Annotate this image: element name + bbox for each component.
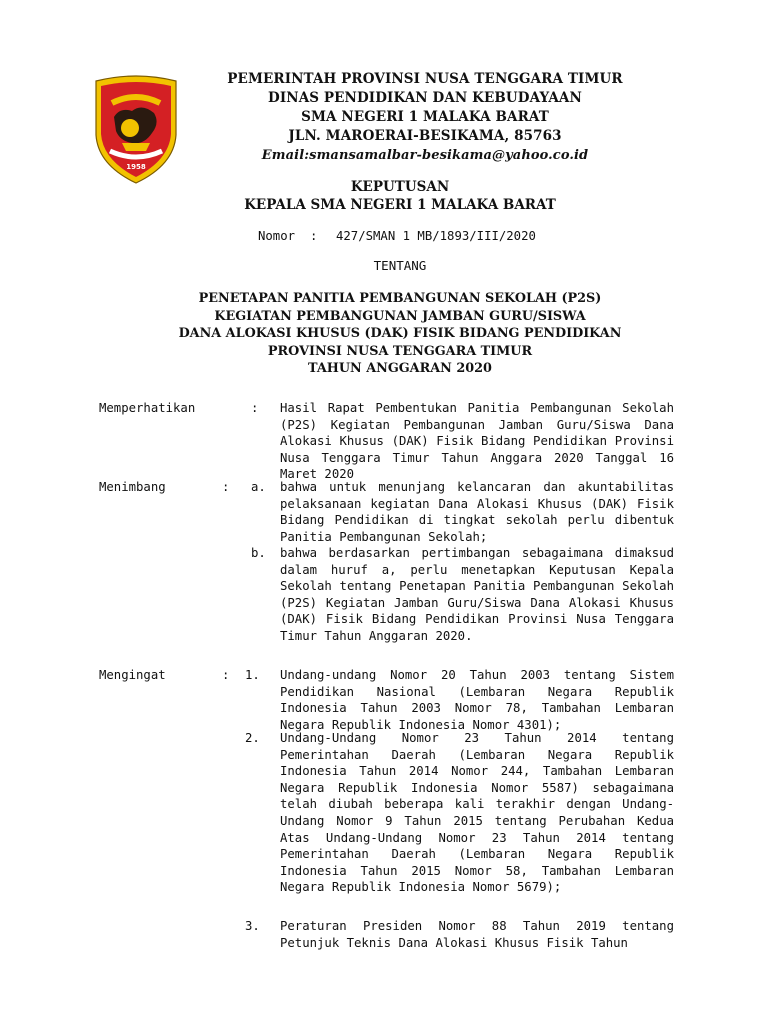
emblem-year: 1958 (126, 163, 146, 171)
list-marker: a. (251, 480, 266, 494)
list-item-text: Undang-undang Nomor 20 Tahun 2003 tentang Sistem Pendidikan Nasional (Lembaran Negara Republik Indonesia Tahun 2003 Nomor 78, Tambahan Lembaran Negara Republik Indonesia Nomor 4301); (280, 668, 674, 732)
decree-number (258, 228, 536, 245)
list-marker: 1. (245, 668, 260, 682)
letterhead (200, 70, 650, 165)
decree-title (150, 178, 650, 214)
list-marker: 2. (245, 731, 260, 745)
letterhead-line-school: SMA NEGERI 1 MALAKA BARAT (301, 109, 549, 125)
letterhead-line-address: JLN. MAROERAI-BESIKAMA, 85763 (288, 128, 562, 144)
list-marker: 3. (245, 919, 260, 933)
section-colon: : (222, 668, 230, 682)
section-colon: : (222, 480, 230, 494)
school-emblem-logo (90, 73, 182, 185)
memperhatikan-text: Hasil Rapat Pembentukan Panitia Pembangunan Sekolah (P2S) Kegiatan Pembangunan Jamban Guru/Siswa Dana Alokasi Khusus (DAK) Fisik Bidang Pendidikan Provinsi Nusa Tenggara Timur Tahun Anggara 2020 Tanggal 16 Maret 2020 (280, 401, 674, 482)
tentang-heading: TENTANG (373, 258, 427, 273)
decree-number-label: Nomor (258, 229, 296, 243)
letterhead-line-government: PEMERINTAH PROVINSI NUSA TENGGARA TIMUR (227, 71, 623, 87)
subject-line-1: PENETAPAN PANITIA PEMBANGUNAN SEKOLAH (P2S) (198, 291, 602, 306)
list-item-text: Peraturan Presiden Nomor 88 Tahun 2019 tentang Petunjuk Teknis Dana Alokasi Khusus Fisik Tahun (280, 919, 674, 950)
list-item-text: bahwa untuk menunjang kelancaran dan akuntabilitas pelaksanaan kegiatan Dana Alokasi Khusus (DAK) Fisik Bidang Pendidikan di tingkat sekolah perlu dibentuk Panitia Pembangunan Sekolah; (280, 480, 674, 544)
section-label: Menimbang (99, 480, 166, 494)
list-marker: b. (251, 546, 266, 560)
list-item-text: bahwa berdasarkan pertimbangan sebagaimana dimaksud dalam huruf a, perlu menetapkan Keputusan Kepala Sekolah tentang Penetapan Panitia Pembangunan Sekolah (P2S) Kegiatan Jamban Guru/Siswa Dana Alokasi Khusus (DAK) Fisik Bidang Pendidikan Provinsi Nusa Tenggara Timur Tahun Anggaran 2020. (280, 546, 674, 643)
section-colon: : (251, 401, 259, 415)
subject-line-5: TAHUN ANGGARAN 2020 (308, 361, 492, 376)
letterhead-line-department: DINAS PENDIDIKAN DAN KEBUDAYAAN (268, 90, 582, 106)
decree-title-line2: KEPALA SMA NEGERI 1 MALAKA BARAT (244, 197, 556, 213)
list-item-text: Undang-Undang Nomor 23 Tahun 2014 tentang Pemerintahan Daerah (Lembaran Negara Republik Indonesia Tahun 2014 Nomor 244, Tambahan Lembaran Negara Republik Indonesia Nomor 5587) sebagaimana telah diubah beberapa kali terakhir dengan Undang-Undang Nomor 9 Tahun 2015 tentang Perubahan Kedua Atas Undang-Undang Nomor 23 Tahun 2014 tentang Pemerintahan Daerah (Lembaran Negara Republik Indonesia Tahun 2015 Nomor 58, Tambahan Lembaran Negara Republik Indonesia Nomor 5679); (280, 731, 674, 895)
subject-line-2: KEGIATAN PEMBANGUNAN JAMBAN GURU/SISWA (214, 308, 586, 324)
decree-title-line1: KEPUTUSAN (350, 179, 450, 195)
letterhead-email: Email:smansamalbar-besikama@yahoo.co.id (261, 148, 589, 163)
section-label: Memperhatikan (99, 401, 196, 415)
decree-number-value: 427/SMAN 1 MB/1893/III/2020 (336, 229, 536, 243)
subject-line-4: PROVINSI NUSA TENGGARA TIMUR (267, 343, 533, 359)
decree-subject (150, 290, 650, 378)
subject-line-3: DANA ALOKASI KHUSUS (DAK) FISIK BIDANG PENDIDIKAN (178, 326, 622, 341)
decree-number-sep: : (310, 229, 318, 243)
section-label: Mengingat (99, 668, 166, 682)
